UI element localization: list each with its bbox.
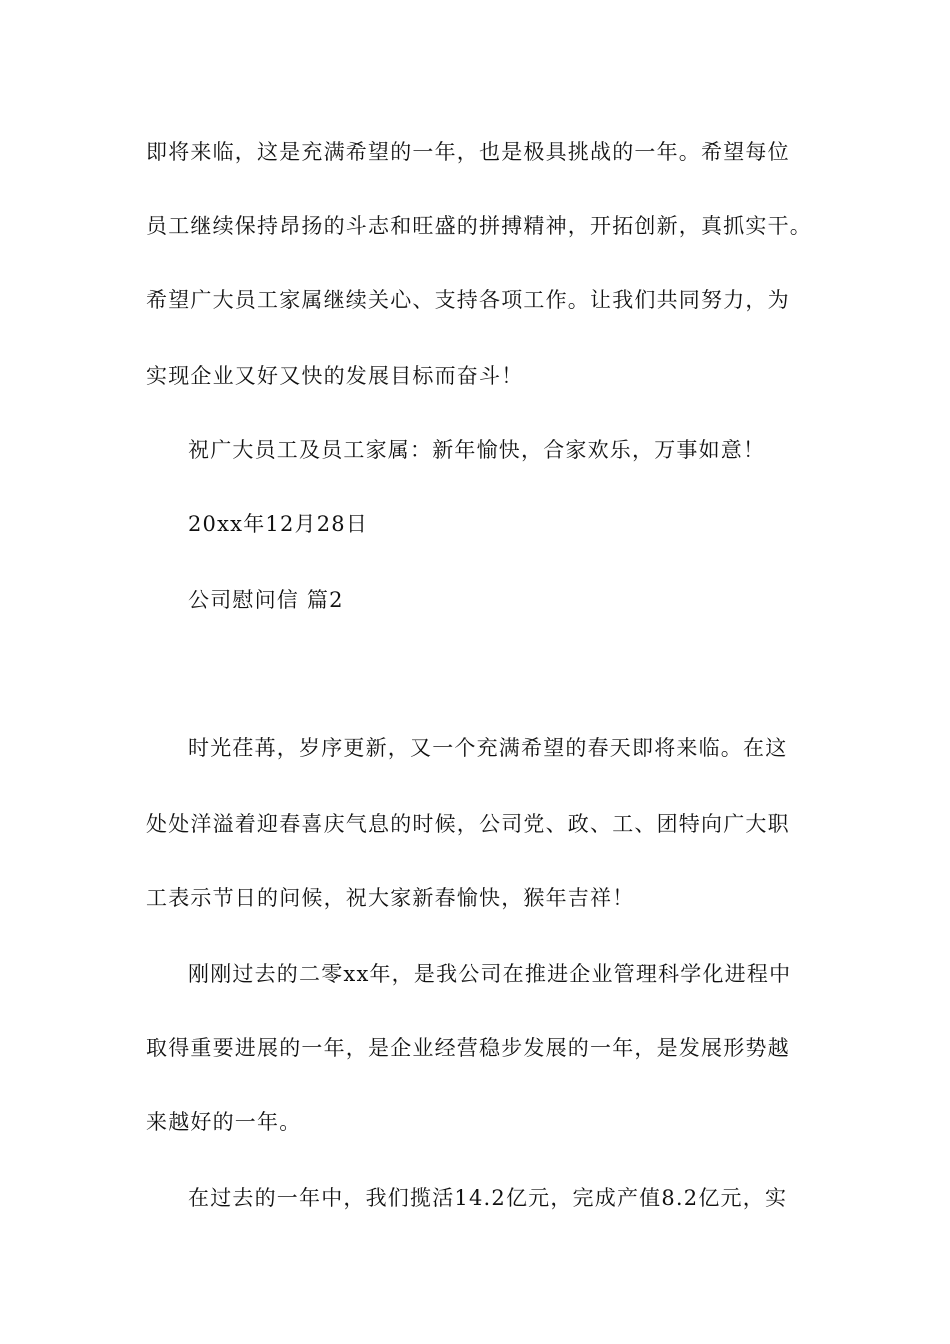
paragraph-line: 刚刚过去的二零xx年，是我公司在推进企业管理科学化进程中 (188, 962, 792, 986)
paragraph-line: 取得重要进展的一年，是企业经营稳步发展的一年，是发展形势越 (146, 1036, 790, 1060)
paragraph-line: 处处洋溢着迎春喜庆气息的时候，公司党、政、工、团特向广大职 (146, 812, 790, 836)
paragraph-line: 在过去的一年中，我们揽活14.2亿元，完成产值8.2亿元，实 (188, 1186, 788, 1210)
section-title: 公司慰问信 篇2 (188, 588, 344, 612)
paragraph-line: 工表示节日的问候，祝大家新春愉快，猴年吉祥！ (146, 886, 635, 910)
paragraph-line: 即将来临，这是充满希望的一年，也是极具挑战的一年。希望每位 (146, 140, 790, 164)
paragraph-line: 员工继续保持昂扬的斗志和旺盛的拼搏精神，开拓创新，真抓实干。 (146, 214, 812, 238)
paragraph-line: 实现企业又好又快的发展目标而奋斗！ (146, 364, 524, 388)
paragraph-line: 时光荏苒，岁序更新，又一个充满希望的春天即将来临。在这 (188, 736, 788, 760)
greeting-line: 祝广大员工及员工家属：新年愉快，合家欢乐，万事如意！ (188, 438, 766, 462)
paragraph-line: 希望广大员工家属继续关心、支持各项工作。让我们共同努力，为 (146, 288, 790, 312)
paragraph-line: 来越好的一年。 (146, 1110, 302, 1134)
date-line: 20xx年12月28日 (188, 512, 369, 536)
